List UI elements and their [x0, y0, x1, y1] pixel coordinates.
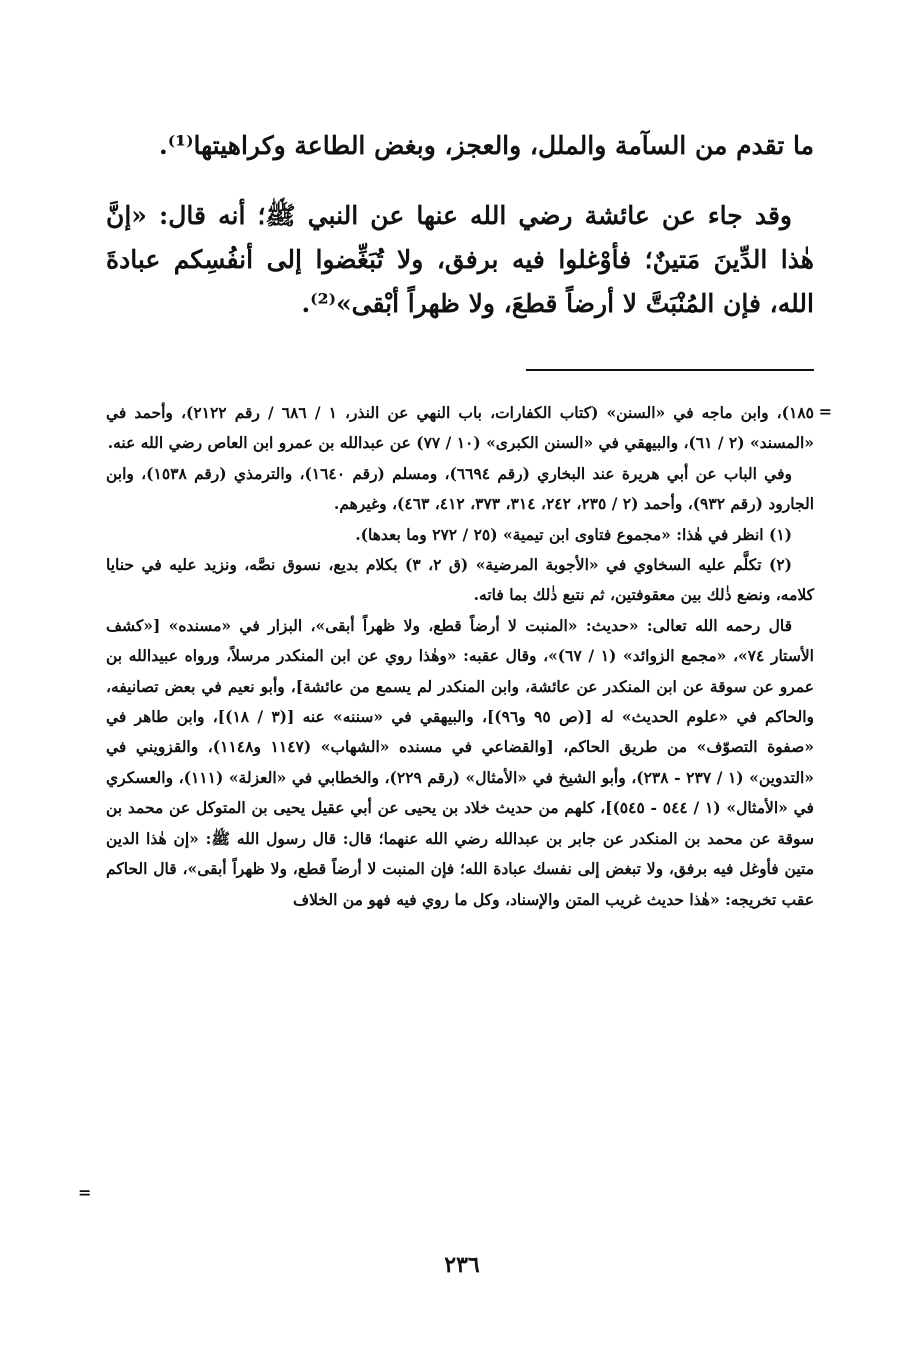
continuation-mark-bottom: = [78, 1183, 92, 1202]
footnote-sakhawi-quote: قال رحمه الله تعالى: «حديث: «المنبت لا أرضاً قطع، ولا ظهراً أبقى»، البزار في «مسنده» [«كشف الأستار ٧٤»، «مجمع الزوائد» (١ / ٦٧)»، وقال عقبه: «وهٰذا روي عن ابن المنكدر مرسلاً، ورواه عبيدالله بن عمرو عن سوقة عن ابن المنكدر عن عائشة، وابن المنكدر لم يسمع من عائشة]، وأبو نعيم في بعض تصانيفه، والحاكم في «علوم الحديث» له [(ص ٩٥ و٩٦)]، والبيهقي في «سننه» عنه [(٣ / ١٨)]، وابن طاهر في «صفوة التصوّف» من طريق الحاكم، [والقضاعي في مسنده «الشهاب» (١١٤٧ و١١٤٨)، والقزويني في «التدوين» (١ / ٢٣٧ - ٢٣٨)، وأبو الشيخ في «الأمثال» (رقم ٢٢٩)، والخطابي في «العزلة» (١١١)، والعسكري في «الأمثال» (١ / ٥٤٤ - ٥٤٥)]، كلهم من حديث خلاد بن يحيى عن أبي عقيل يحيى بن المتوكل عن محمد بن سوقة عن محمد بن المنكدر عن جابر بن عبدالله رضي الله عنهما؛ قال: قال رسول الله ﷺ: «إن هٰذا الدين متين فأوغل فيه برفق، ولا تبغض إلى نفسك عبادة الله؛ فإن المنبت لا أرضاً قطع، ولا ظهراً أبقى»، قال الحاكم عقب تخريجه: «هٰذا حديث غريب المتن والإسناد، وكل ما روي فيه فهو من الخلاف [106, 615, 814, 909]
footnote-1: (١) انظر في هٰذا: «مجموع فتاوى ابن تيمية» (٢٥ / ٢٧٢ وما بعدها). [355, 524, 792, 544]
main-paragraph-1 [106, 126, 814, 166]
footnotes-block [106, 398, 814, 915]
main-paragraph-2 [106, 194, 814, 326]
footnote-2: (٢) تكلَّم عليه السخاوي في «الأجوبة المرضية» (ق ٢، ٣) بكلام بديع، نسوق نصَّه، ونزيد عليه في حنايا كلامه، ونضع ذٰلك بين معقوفتين، ثم نتبع ذٰلك بما فاته. [106, 555, 814, 605]
footnote-separator [526, 369, 814, 371]
main-paragraph-2-text: وقد جاء عن عائشة رضي الله عنها عن النبي ﷺ؛ أنه قال: «إنَّ هٰذا الدِّينَ مَتينٌ؛ فأوْغلوا فيه برفق، ولا تُبَغِّضوا إلى أنفُسِكم عبادةَ الله، فإن المُنْبَتَّ لا أرضاً قطعَ، ولا ظهراً أبْقى»⁽²⁾. [106, 201, 814, 318]
page-number: ٢٣٦ [444, 1252, 480, 1278]
continuation-mark-top: = [818, 402, 832, 421]
footnote-carry-over: ١٨٥)، وابن ماجه في «السنن» (كتاب الكفارات، باب النهي عن النذر، ١ / ٦٨٦ / رقم ٢١٢٢)، وأحمد في «المسند» (٢ / ٦١)، والبيهقي في «السنن الكبرى» (١٠ / ٧٧) عن عبدالله بن عمرو ابن العاص رضي الله عنه. [106, 403, 814, 453]
footnote-bab: وفي الباب عن أبي هريرة عند البخاري (رقم ٦٦٩٤)، ومسلم (رقم ١٦٤٠)، والترمذي (رقم ١٥٣٨)، وابن الجارود (رقم ٩٣٢)، وأحمد (٢ / ٢٣٥، ٢٤٢، ٣١٤، ٣٧٣، ٤١٢، ٤٦٣)، وغيرهم. [106, 463, 814, 514]
main-paragraph-1-text: ما تقدم من السآمة والملل، والعجز، وبغض الطاعة وكراهيتها⁽¹⁾. [158, 131, 814, 160]
